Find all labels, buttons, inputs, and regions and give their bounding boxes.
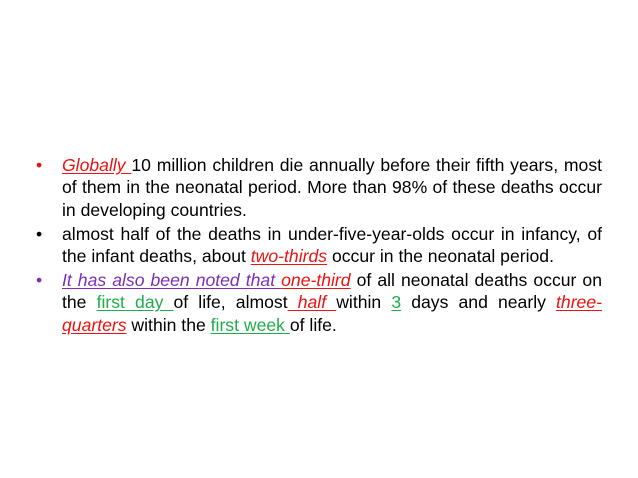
globally-link-text: Globally — [62, 155, 132, 175]
three-days-emphasis: 3 — [391, 292, 402, 313]
noted-emphasis: It has also been noted that — [62, 270, 282, 291]
bullet-list — [36, 154, 602, 338]
bullet-item-1 — [36, 154, 602, 221]
half-emphasis: half — [287, 292, 337, 313]
first-day-emphasis: first day — [96, 292, 174, 313]
one-third-emphasis: one-third — [281, 270, 351, 291]
bullet-1-text: 10 million children die annually before their fifth years, most of them in the neonatal period. More than 98% of these deaths occur in developing countries. — [62, 155, 603, 220]
bullet-3-text-f: of life. — [289, 314, 337, 335]
first-week-emphasis: first week — [210, 314, 290, 335]
bullet-3-text-b: of life, almost — [173, 292, 288, 313]
two-thirds-emphasis: two-thirds — [250, 246, 328, 267]
bullet-2-text-end: occur in the neonatal period. — [327, 246, 554, 267]
bullet-item-3 — [36, 269, 602, 336]
bullet-marker: • — [36, 223, 43, 244]
bullet-item-2 — [36, 223, 602, 268]
bullet-3-text-e: within the — [126, 314, 211, 335]
three-quarters-emphasis: three-quarters — [62, 292, 602, 335]
bullet-marker: • — [36, 270, 43, 291]
bullet-3-text-c: within — [336, 292, 392, 313]
bullet-2-text: almost half of the deaths in under-five-year-olds occur in infancy, of the infant deaths, about — [62, 223, 602, 267]
bullet-3-text-a: of all neonatal deaths occur on the — [62, 270, 602, 313]
bullet-3-text-d: days and nearly — [401, 292, 557, 313]
bullet-marker: • — [36, 155, 43, 175]
